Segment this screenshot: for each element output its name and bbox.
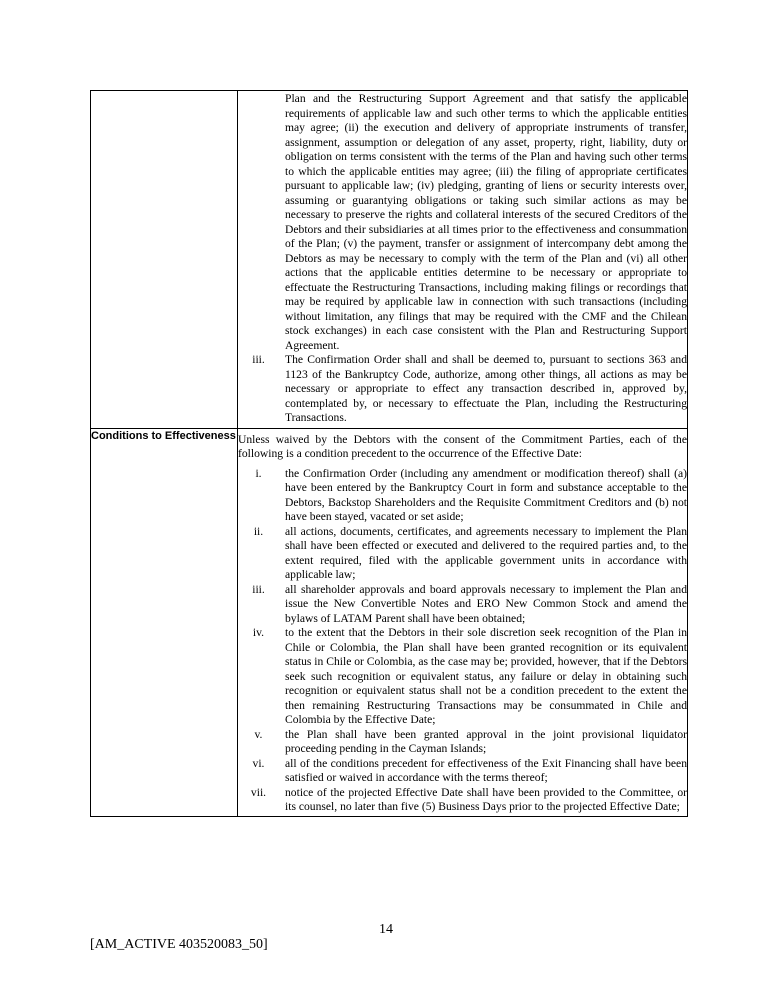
list-item (238, 525, 687, 583)
table-row (91, 428, 688, 816)
list-item-number: iii. (252, 582, 265, 596)
list-item-text: the Confirmation Order (including any amendment or modification thereof) shall (a) have been entered by the Bankruptcy Court in form and substance acceptable to the Debtors, Backstop Shareholders and the Requisite Commitment Creditors and (b) not have been stayed, vacated or set aside; (285, 466, 687, 523)
list-item-number: iii. (252, 353, 265, 366)
list-item (238, 583, 687, 627)
list-item-text: to the extent that the Debtors in their sole discretion seek recognition of the Plan in Chile or Colombia, the Plan shall have been granted recognition or its equivalent status in Chile or Colombia, as the case may be; provided, however, that if the Debtors seek such recognition or equivalent status, any failure or delay in obtaining such recognition or equivalent status shall not be a condition precedent to the extent the then remaining Restructuring Transactions may be consummated in Chile and Colombia by the Effective Date; (285, 626, 687, 726)
list-item-number: i. (255, 466, 262, 480)
table-row (91, 91, 688, 429)
list-item-text: The Confirmation Order shall and shall be deemed to, pursuant to sections 363 and 1123 of the Bankruptcy Code, authorize, among other things, all actions as may be necessary or appropriate to effect any transaction described in, approved by, contemplated by, or necessary to effectuate the Plan, including the Restructuring Transactions. (285, 353, 687, 424)
row-content-cell (238, 91, 688, 429)
continued-paragraph: Plan and the Restructuring Support Agreement and that satisfy the applicable requirements of applicable law and such other terms to which the applicable entities may agree; (ii) the execution and delivery of appropriate instruments of transfer, assignment, assumption or delegation of any asset, property, right, liability, duty or obligation on terms consistent with the terms of the Plan and having such other terms to which the applicable entities may agree; (iii) the filing of appropriate certificates pursuant to applicable law; (iv) pledging, granting of liens or security interests over, assuming or guarantying obligations or taking such similar actions as may be necessary to preserve the rights and collateral interests of the secured Creditors of the Debtors and their subsidiaries at all times prior to the effectiveness and consummation of the Plan; (v) the payment, transfer or assignment of intercompany debt among the Debtors as may be necessary to comply with the term of the Plan and (vi) all other actions that the applicable entities determine to be necessary or appropriate to effectuate the Restructuring Transactions, including making filings or recordings that may be required by applicable law in connection with such transactions (including without limitation, any filings that may be required with the CMF and the Chilean stock exchanges) in each case consistent with the Plan and Restructuring Support Agreement. (285, 92, 687, 352)
list-item (238, 353, 687, 426)
list-item (238, 92, 687, 353)
row-content-cell (238, 428, 688, 816)
list-item (238, 728, 687, 757)
list-item (238, 786, 687, 815)
list-item-text: the Plan shall have been granted approval in the joint provisional liquidator proceeding pending in the Cayman Islands; (285, 727, 687, 755)
list-item-text: notice of the projected Effective Date shall have been provided to the Committee, or its counsel, no later than five (5) Business Days prior to the projected Effective Date; (285, 785, 687, 813)
list-item (238, 626, 687, 728)
document-reference: [AM_ACTIVE 403520083_50] (90, 937, 268, 952)
list-item-number: vi. (252, 756, 265, 770)
conditions-heading: Conditions to Effectiveness (91, 428, 238, 816)
list-item-text: all actions, documents, certificates, and agreements necessary to implement the Plan shall have been effected or executed and delivered to the required parties and, to the extent required, filed with the applicable government units in accordance with applicable law; (285, 524, 687, 581)
list-item (238, 757, 687, 786)
list-item-number: iv. (252, 626, 265, 639)
row-heading-cell (91, 91, 238, 429)
list-item-number: v. (254, 727, 263, 741)
conditions-intro: Unless waived by the Debtors with the consent of the Commitment Parties, each of the following is a condition precedent to the occurrence of the Effective Date: (238, 432, 687, 460)
list-item-text: all shareholder approvals and board approvals necessary to implement the Plan and issue the New Convertible Notes and ERO New Common Stock and amend the bylaws of LATAM Parent shall have been obtained; (285, 582, 687, 625)
list-item-number: ii. (253, 524, 264, 538)
terms-table (90, 90, 688, 817)
list-item-number: vii. (250, 785, 267, 799)
list-item-text: all of the conditions precedent for effectiveness of the Exit Financing shall have been satisfied or waived in accordance with the terms thereof; (285, 756, 687, 784)
list-item (238, 467, 687, 525)
page-number: 14 (379, 922, 393, 937)
conditions-list (238, 467, 687, 815)
